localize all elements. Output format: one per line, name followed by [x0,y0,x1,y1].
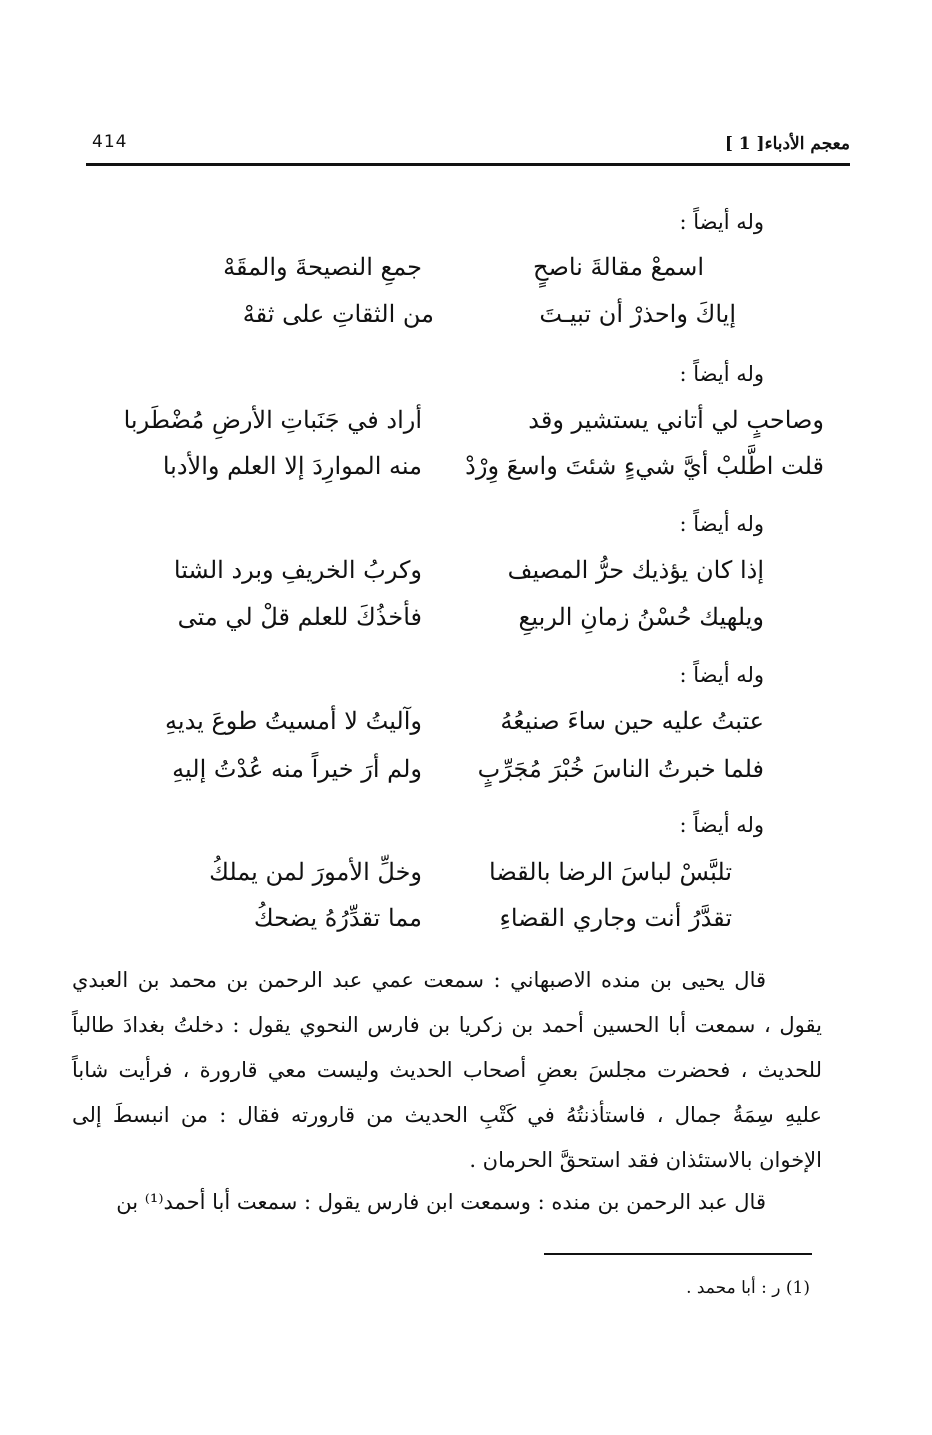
verse-hemistich-second: أراد في جَنَباتِ الأرضِ مُضْطَربا [123,406,422,434]
section-heading: وله أيضاً : [679,362,764,386]
verse-hemistich-first: وصاحبٍ لي أتاني يستشير وقد [528,406,824,434]
verse-hemistich-first: عتبتُ عليه حين ساءَ صنيعُهُ [500,707,764,735]
verse-hemistich-first: قلت اطَّلبْ أيَّ شيءٍ شئتَ واسعَ وِرْدْ [465,452,824,480]
verse-hemistich-first: إذا كان يؤذيك حرُّ المصيف [507,556,764,584]
verse-hemistich-second: وآليتُ لا أمسيتُ طوعَ يديهِ [165,707,422,735]
section-heading: وله أيضاً : [679,663,764,687]
section-heading: وله أيضاً : [679,813,764,837]
footnote: (1) ر : أبا محمد . [686,1278,810,1298]
verse-hemistich-first: اسمعْ مقالةَ ناصحٍ [532,253,704,281]
verse-hemistich-second: جمعِ النصيحةَ والمقَهْ [223,253,422,281]
section-heading: وله أيضاً : [679,210,764,234]
section-heading: وله أيضاً : [679,512,764,536]
running-title: معجم الأدباء[ 1 ] [724,134,850,154]
verse-hemistich-first: فلما خبرتُ الناسَ خُبْرَ مُجَرِّبٍ [477,755,764,783]
verse-hemistich-first: إياكَ واحذرْ أن تبيـتَ [539,300,736,328]
verse-hemistich-second: ولم أرَ خيراً منه عُدْتُ إليهِ [172,755,422,783]
verse-hemistich-first: تلبَّسْ لباسَ الرضا بالقضا [489,858,732,886]
verse-hemistich-second: مما تقدِّرُهُ يضحكُ [253,904,422,932]
verse-hemistich-second: وكربُ الخريفِ وبرد الشتا [173,556,422,584]
verse-hemistich-second: فأخذُكَ للعلم قلْ لي متى [177,603,422,631]
verse-hemistich-first: تقدَّرُ أنت وجاري القضاءِ [499,904,732,932]
verse-hemistich-second: منه الموارِدَ إلا العلم والأدبا [162,452,422,480]
verse-hemistich-second: وخلِّ الأمورَ لمن يملكُ [209,858,422,886]
header-rule [86,163,850,166]
footnote-rule [544,1253,812,1255]
prose-paragraph: قال عبد الرحمن بن منده : وسمعت ابن فارس يقول : سمعت أبا أحمد⁽¹⁾ بن [116,1190,766,1214]
prose-paragraph: قال يحيى بن منده الاصبهاني : سمعت عمي عبد الرحمن بن محمد بن العبدي يقول ، سمعت أبا الحسين أحمد بن زكريا بن فارس النحوي يقول : دخلتُ بغدادَ طالباً للحديث ، فحضرت مجلسَ بعضِ أصحاب الحديث وليست معي قارورة ، فرأيت شاباً عليهِ سِمَةُ جمال ، فاستأذنتُهُ في كَتْبِ الحديث من قارورته فقال : من انبسطَ إلى الإخوان بالاستئذان فقد استحقَّ الحرمان . [72,968,822,1172]
verse-hemistich-first: ويلهيك حُسْنُ زمانِ الربيعِ [518,603,764,631]
page-number: 414 [92,132,128,152]
verse-hemistich-second: من الثقاتِ على ثقهْ [242,300,434,328]
